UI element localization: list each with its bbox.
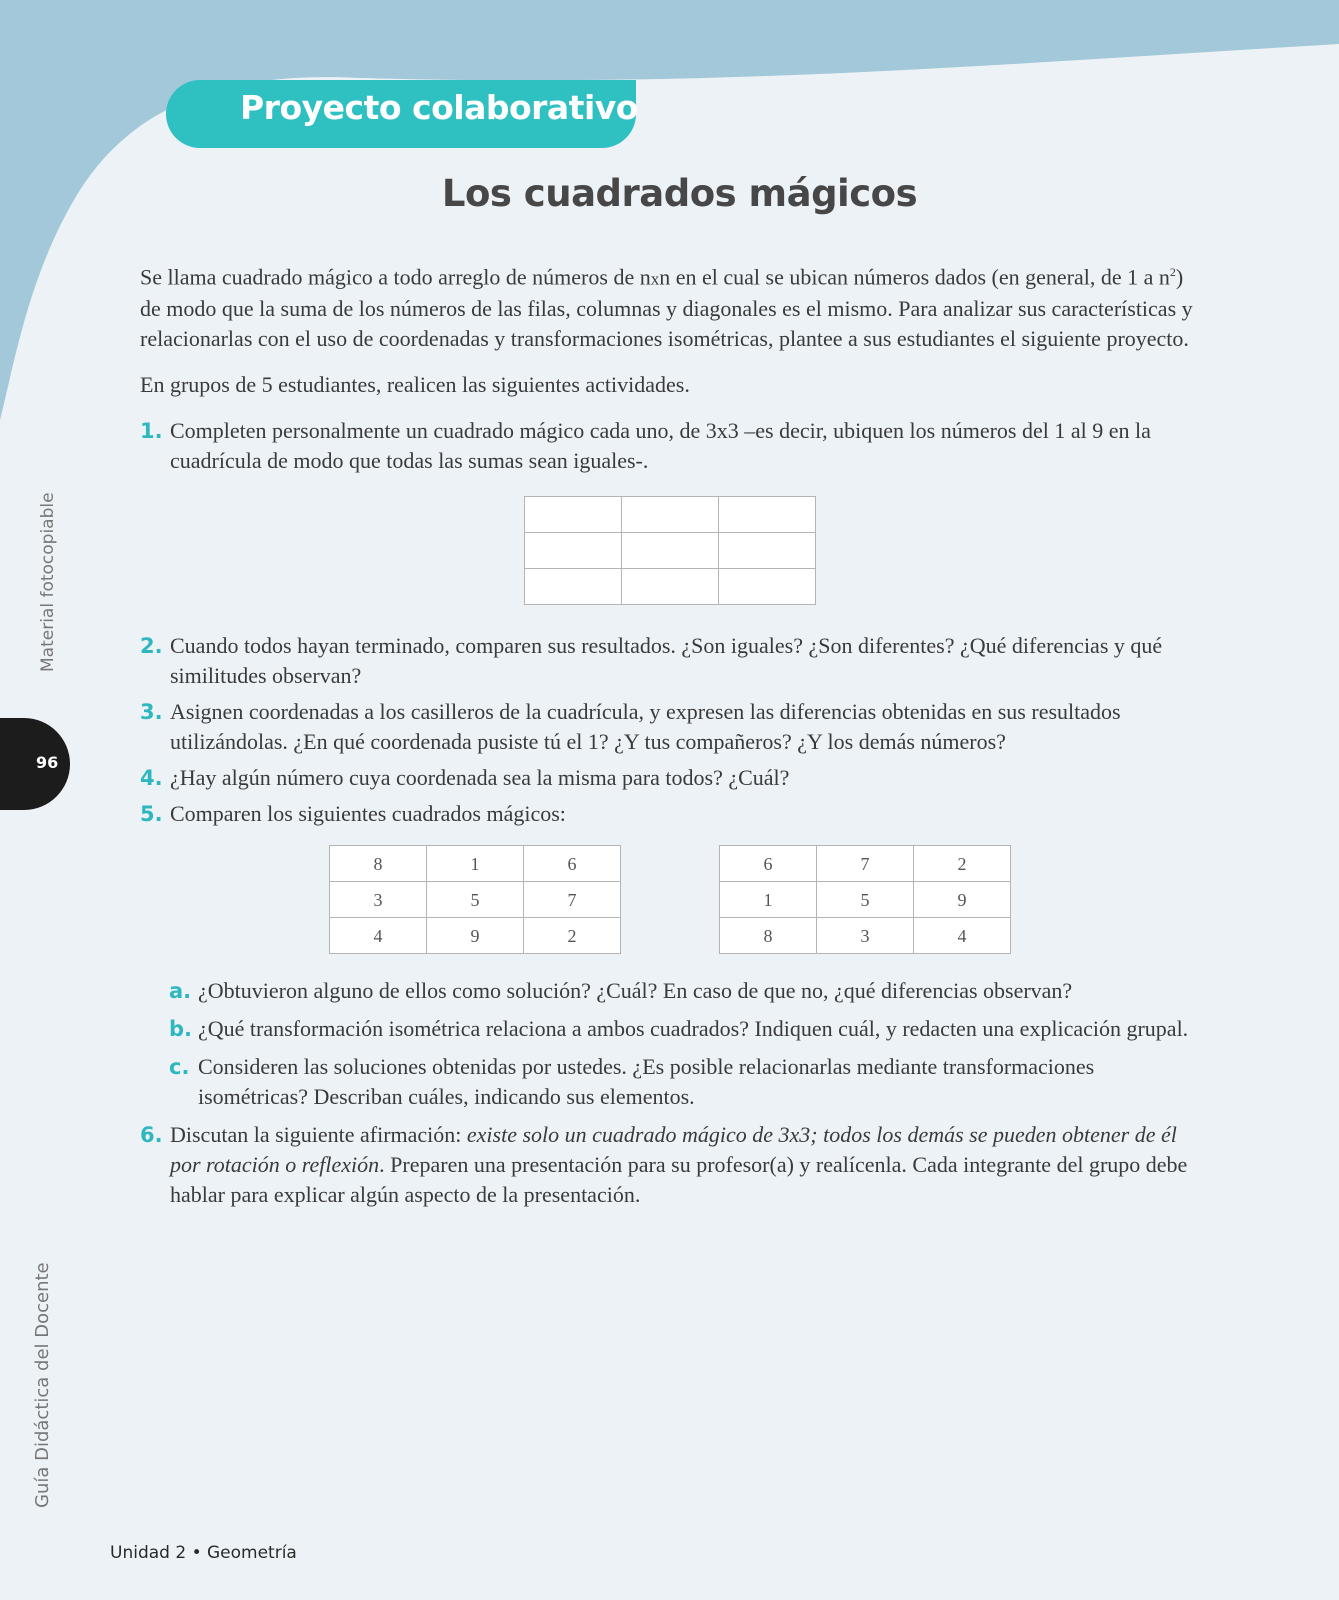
grid-cell: 3	[330, 882, 427, 918]
empty-grid-container	[140, 496, 1200, 605]
item-text: ¿Hay algún número cuya coordenada sea la misma para todos? ¿Cuál?	[170, 765, 790, 791]
item-number: 6.	[140, 1123, 163, 1148]
item-text: Asignen coordenadas a los casilleros de la cuadrícula, y expresen las diferencias obtenidas en sus resultados utilizándolas. ¿En qué coordenada pusiste tú el 1? ¿Y tus compañeros? ¿Y los demás números?	[170, 699, 1121, 755]
grid-cell[interactable]	[622, 533, 719, 569]
grid-cell: 4	[330, 918, 427, 954]
grid-cell: 1	[427, 846, 524, 882]
grid-cell[interactable]	[719, 533, 816, 569]
grid-cell: 6	[524, 846, 621, 882]
grid-cell[interactable]	[622, 497, 719, 533]
item-number: 5.	[140, 802, 163, 827]
page-number-tab	[0, 718, 70, 810]
page-title-text: Los cuadrados mágicos	[441, 172, 918, 215]
grid-cell: 3	[817, 918, 914, 954]
list-item-6	[140, 1120, 1200, 1210]
item-text: Completen personalmente un cuadrado mágico cada uno, de 3x3 –es decir, ubiquen los números del 1 al 9 en la cuadrícula de modo que todas las sumas sean iguales-.	[170, 418, 1151, 474]
intro-paragraph	[140, 257, 1200, 354]
item-6-italic-statement: existe solo un cuadrado mágico de 3x3; todos los demás se pueden obtener de él por rotación o reflexión	[170, 1122, 1177, 1178]
grid-cell: 2	[914, 846, 1011, 882]
intro-superscript: 2	[1169, 265, 1176, 279]
grid-cell: 8	[720, 918, 817, 954]
grid-cell: 1	[720, 882, 817, 918]
intro-text-b: n en el cual se ubican números dados (en general, de 1 a n	[659, 264, 1170, 290]
list-item-4	[140, 763, 1200, 793]
list-item-5	[140, 799, 1200, 829]
magic-square-2	[719, 845, 1011, 954]
grid-cell: 2	[524, 918, 621, 954]
subitem-text: ¿Obtuvieron alguno de ellos como solución? ¿Cuál? En caso de que no, ¿qué diferencias observan?	[198, 978, 1073, 1004]
grid-cell[interactable]	[525, 497, 622, 533]
subitem-b	[169, 1014, 1200, 1044]
subitem-letter: a.	[169, 979, 192, 1004]
item-number: 3.	[140, 700, 163, 725]
subitem-text: Consideren las soluciones obtenidas por ustedes. ¿Es posible relacionarlas mediante transformaciones isométricas? Describan cuáles, indicando sus elementos.	[198, 1054, 1095, 1110]
subitem-text: ¿Qué transformación isométrica relaciona a ambos cuadrados? Indiquen cuál, y redacten una explicación grupal.	[198, 1016, 1189, 1042]
grid-cell: 4	[914, 918, 1011, 954]
item-text: Cuando todos hayan terminado, comparen sus resultados. ¿Son iguales? ¿Son diferentes? ¿Qué diferencias y qué similitudes observan?	[170, 633, 1163, 689]
main-content	[140, 257, 1200, 1216]
grid-cell: 5	[817, 882, 914, 918]
footer-unit-label: Unidad 2 • Geometría	[110, 1543, 297, 1563]
side-label-guide: Guía Didáctica del Docente	[32, 1262, 53, 1508]
subitem-letter: c.	[169, 1055, 190, 1080]
list-item-3	[140, 697, 1200, 757]
intro-times-sign: x	[650, 269, 660, 289]
grid-cell[interactable]	[525, 533, 622, 569]
item-text	[170, 1120, 1200, 1210]
grid-cell[interactable]	[525, 569, 622, 605]
instructions-paragraph: En grupos de 5 estudiantes, realicen las siguientes actividades.	[140, 372, 690, 398]
grid-cell: 5	[427, 882, 524, 918]
grid-cell: 7	[817, 846, 914, 882]
subitem-letter: b.	[169, 1017, 193, 1042]
subitem-c	[169, 1052, 1200, 1112]
grid-cell: 9	[427, 918, 524, 954]
grid-cell: 7	[524, 882, 621, 918]
page-title	[0, 172, 1339, 215]
intro-text-a: Se llama cuadrado mágico a todo arreglo de números de n	[140, 264, 651, 290]
item-number: 2.	[140, 634, 163, 659]
magic-square-1	[329, 845, 621, 954]
intro-text-c: ) de modo que la suma de los números de las filas, columnas y diagonales es el mismo. Para analizar sus características y relacionarlas con el uso de coordenadas y transformaciones isométricas, plantee a sus estudiantes el siguiente proyecto.	[140, 264, 1193, 352]
item-6-text-a: Discutan la siguiente afirmación:	[170, 1122, 467, 1148]
side-label-photocopiable: Material fotocopiable	[38, 492, 58, 672]
list-item-1	[140, 416, 1200, 476]
empty-magic-square	[524, 496, 816, 605]
grid-cell[interactable]	[719, 497, 816, 533]
list-item-2	[140, 631, 1200, 691]
grid-cell: 6	[720, 846, 817, 882]
item-text: Comparen los siguientes cuadrados mágicos:	[170, 801, 566, 827]
item-number: 4.	[140, 766, 163, 791]
grid-cell: 9	[914, 882, 1011, 918]
grid-cell[interactable]	[622, 569, 719, 605]
banner-title: Proyecto colaborativo	[240, 88, 638, 127]
item-6-text-b: . Preparen una presentación para su profesor(a) y realícenla. Cada integrante del grupo debe hablar para explicar algún aspecto de la presentación.	[170, 1152, 1188, 1208]
grid-cell: 8	[330, 846, 427, 882]
magic-squares-container	[140, 845, 1200, 954]
grid-cell[interactable]	[719, 569, 816, 605]
subitem-a	[169, 976, 1200, 1006]
item-number: 1.	[140, 419, 163, 444]
page-number: 96	[36, 753, 59, 772]
